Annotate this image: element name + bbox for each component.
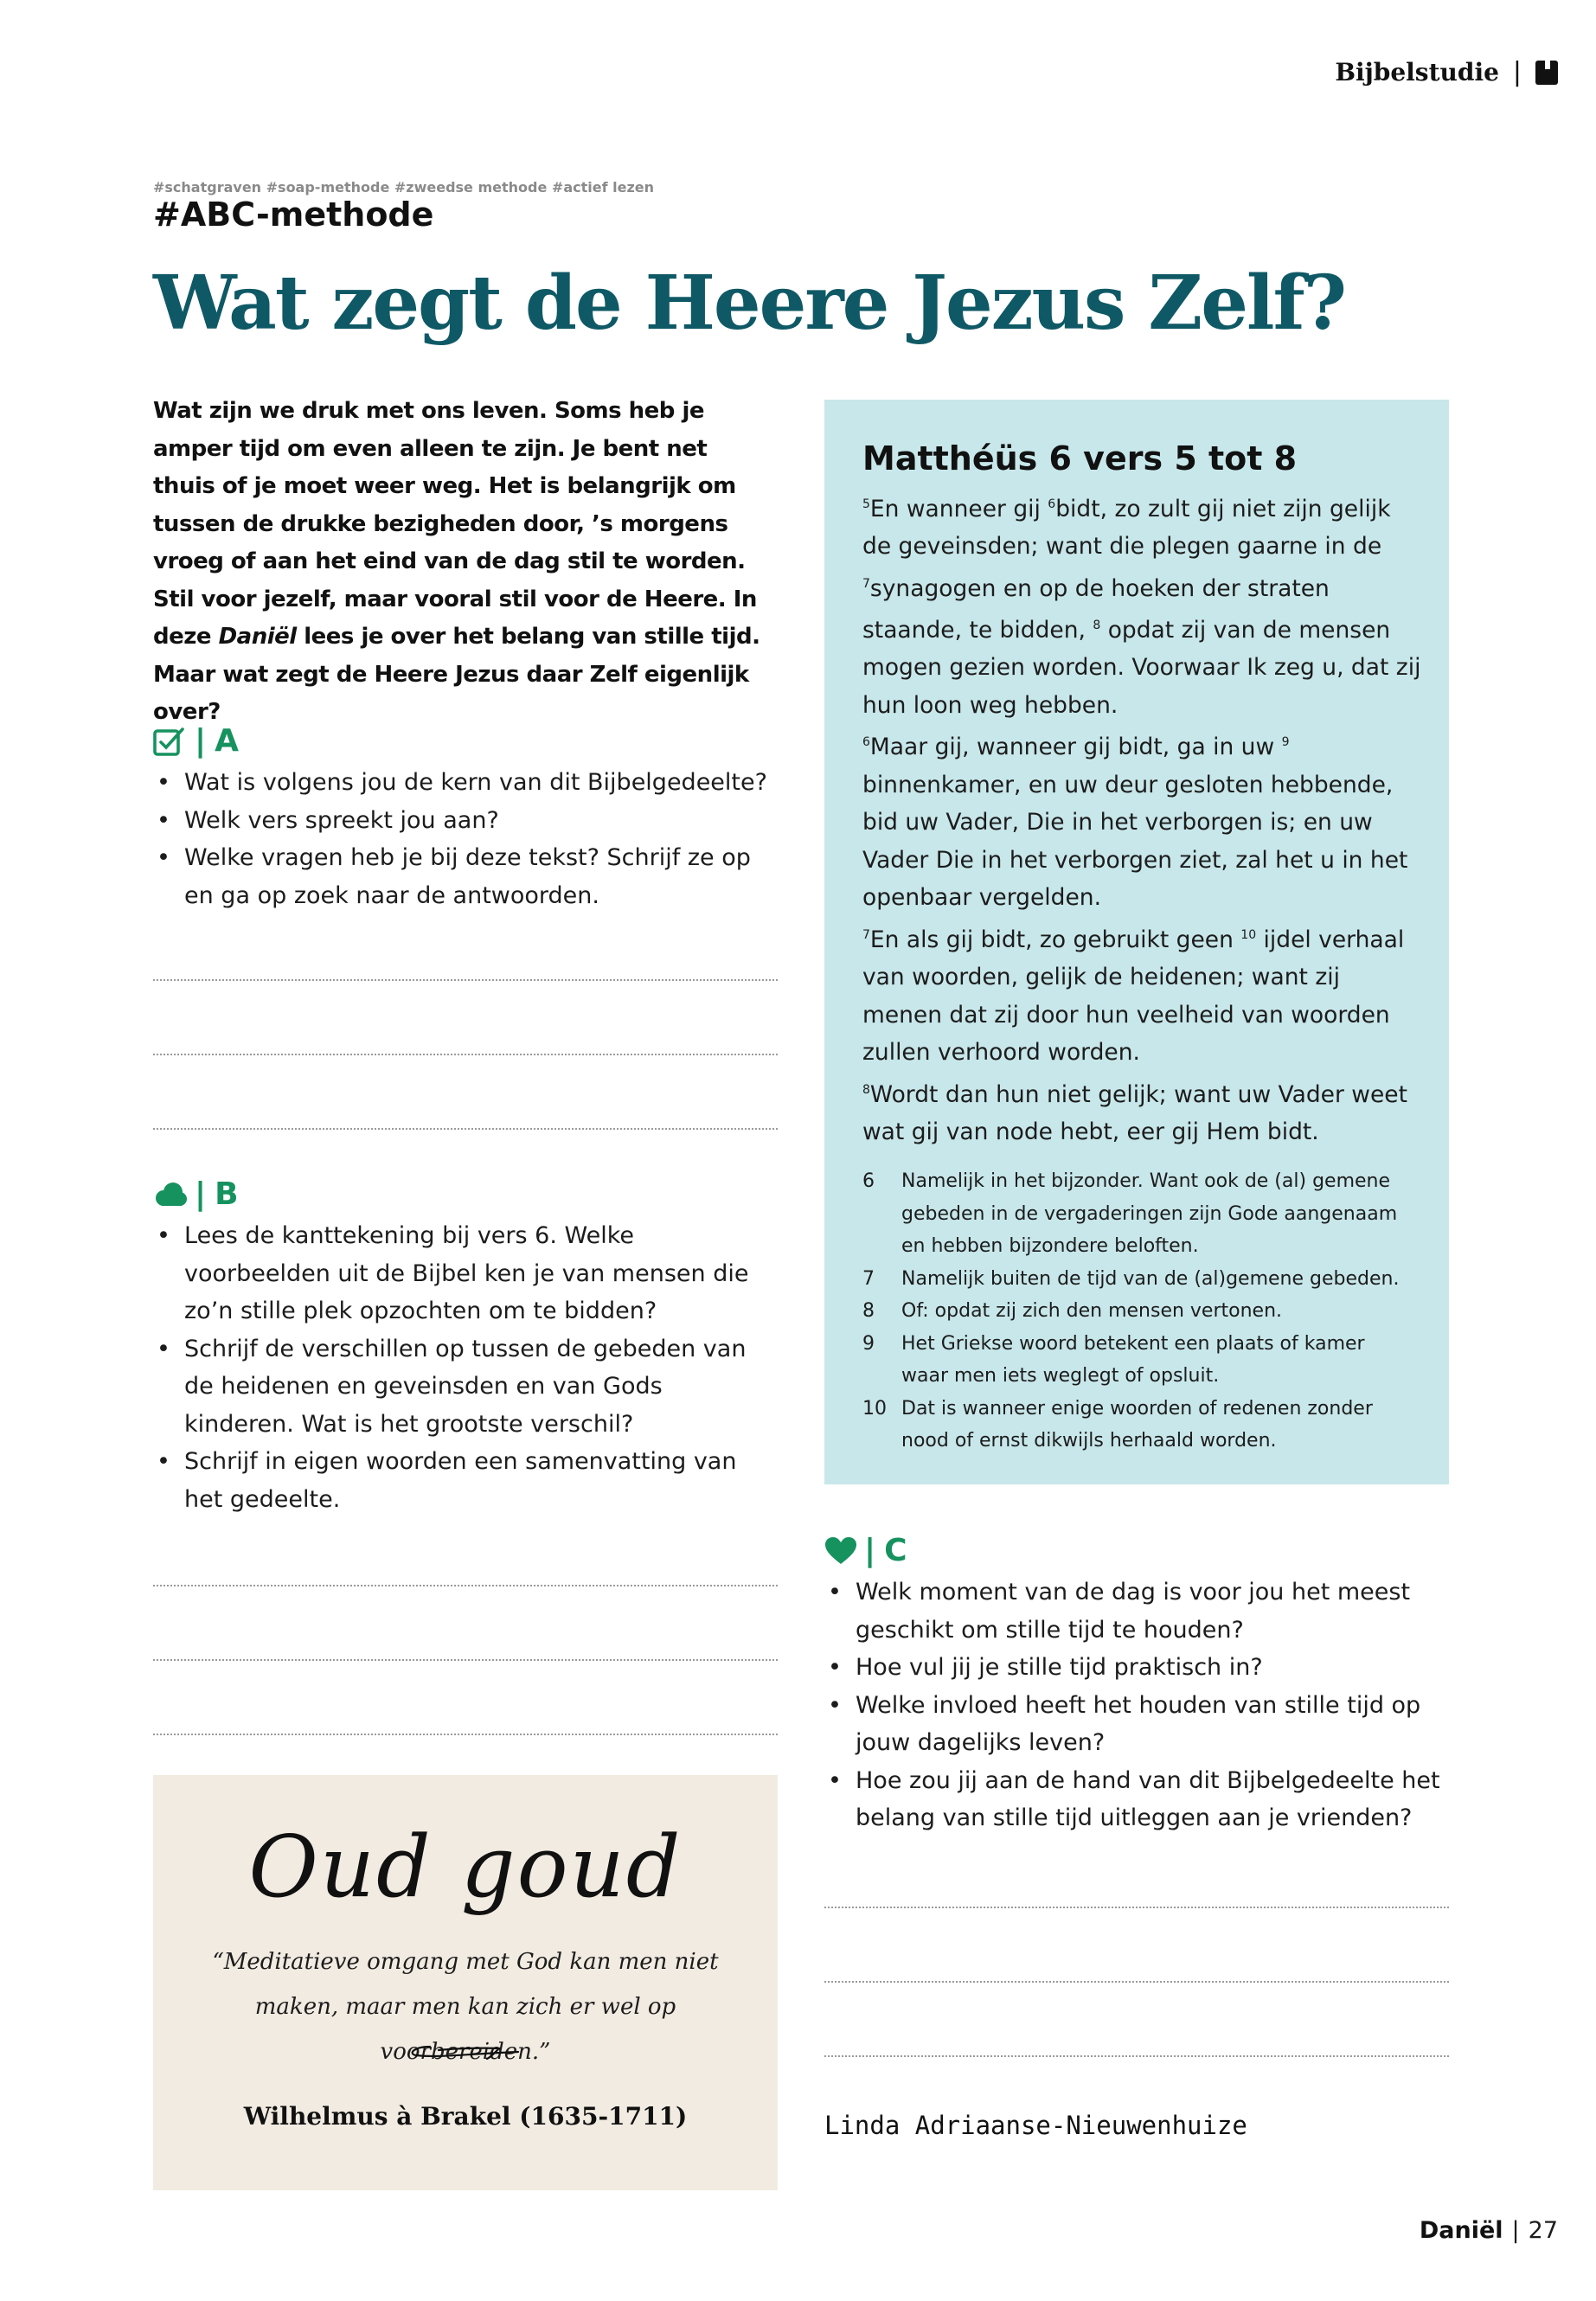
- quote-box: [153, 1775, 778, 2190]
- verse-7: [862, 917, 1425, 1072]
- verse-text: En als gij bidt, zo gebruikt geen: [869, 926, 1241, 953]
- intro-text: [153, 393, 767, 732]
- section-c-label: C: [884, 1533, 907, 1568]
- bible-passage-box: [824, 400, 1449, 1484]
- list-item: • Welk vers spreekt jou aan?: [153, 802, 776, 840]
- annotation: [862, 1295, 1416, 1328]
- annotation-number: 8: [862, 1300, 875, 1322]
- annotation-text: Of: opdat zij zich den mensen vertonen.: [901, 1300, 1283, 1322]
- intro-part-2: lees je over het belang van stille tijd. Maar wat zegt de Heere Jezus daar Zelf eigenlijk over?: [153, 624, 760, 725]
- annotation-number: 6: [862, 1170, 875, 1192]
- verse-number: 8: [862, 1082, 870, 1097]
- annotation: [862, 1393, 1416, 1458]
- verse-text: Wordt dan hun niet gelijk; want uw Vader weet wat gij van node hebt, eer gij Hem bidt.: [862, 1080, 1407, 1145]
- section-a: [153, 723, 776, 914]
- annotation-text: Namelijk buiten de tijd van de (al)gemene gebeden.: [901, 1267, 1400, 1290]
- passage-heading: Matthéüs 6 vers 5 tot 8: [862, 439, 1298, 478]
- annotation-number: 10: [862, 1397, 887, 1420]
- article-author: Linda Adriaanse-Nieuwenhuize: [824, 2111, 1247, 2140]
- section-c: [824, 1533, 1449, 1837]
- method-label: #ABC-methode: [153, 195, 434, 234]
- section-a-separator: |: [195, 723, 207, 759]
- section-b-questions: [153, 1217, 778, 1518]
- verse-6: [862, 724, 1425, 916]
- note-ref: 7: [862, 576, 870, 591]
- list-item: • Schrijf in eigen woorden een samenvatting van het gedeelte.: [153, 1443, 778, 1518]
- annotations: [862, 1165, 1416, 1458]
- list-item: • Hoe zou jij aan de hand van dit Bijbelgedeelte het belang van stille tijd uitleggen aan je vrienden?: [824, 1762, 1449, 1837]
- section-c-answer-lines: [824, 1907, 1449, 2130]
- passage-text: [862, 486, 1425, 1150]
- section-c-heading: [824, 1533, 1449, 1568]
- section-b-label: B: [215, 1176, 239, 1212]
- annotation: [862, 1328, 1416, 1393]
- answer-line[interactable]: [824, 1907, 1449, 1908]
- verse-text: bidt, zo zult gij niet zijn gelijk de geveinsden; want die plegen gaarne in de: [862, 495, 1391, 561]
- footer-separator: |: [1511, 2217, 1520, 2244]
- section-b: [153, 1176, 778, 1518]
- edit-checkbox-icon: [153, 726, 188, 757]
- quote-text: “Meditatieve omgang met God kan men niet maken, maar men kan zich er wel op voorbereiden.”: [212, 1949, 719, 2065]
- heart-icon: [824, 1536, 857, 1566]
- note-ref: 8: [1093, 619, 1101, 633]
- quote-author: Wilhelmus à Brakel (1635-1711): [243, 2102, 688, 2131]
- verse-text: opdat zij van de mensen mogen gezien worden. Voorwaar Ik zeg u, dat zij hun loon weg hebben.: [862, 616, 1421, 719]
- annotation-number: 7: [862, 1267, 875, 1290]
- running-header: [1335, 57, 1558, 87]
- annotation: [862, 1263, 1416, 1296]
- answer-line[interactable]: [153, 1659, 778, 1661]
- page-number: 27: [1528, 2217, 1558, 2244]
- verse-5: [862, 486, 1425, 724]
- answer-line[interactable]: [824, 2055, 1449, 2057]
- page-title: Wat zegt de Heere Jezus Zelf?: [153, 260, 1345, 347]
- answer-line[interactable]: [824, 1981, 1449, 1983]
- list-item: • Lees de kanttekening bij vers 6. Welke voorbeelden uit de Bijbel ken je van mensen die zo’n stille plek opzochten om te bidden?: [153, 1217, 778, 1330]
- answer-line[interactable]: [153, 1734, 778, 1735]
- section-b-separator: |: [195, 1176, 207, 1212]
- list-item: • Welke invloed heeft het houden van stille tijd op jouw dagelijks leven?: [824, 1687, 1449, 1762]
- book-icon: [1535, 61, 1558, 85]
- note-ref: 10: [1240, 927, 1257, 942]
- section-a-heading: [153, 723, 776, 759]
- verse-text: En wanneer gij: [869, 495, 1048, 522]
- section-label: Bijbelstudie: [1335, 58, 1499, 87]
- list-item: • Welk moment van de dag is voor jou het meest geschikt om stille tijd te houden?: [824, 1574, 1449, 1649]
- verse-text: binnenkamer, en uw deur gesloten hebbende, bid uw Vader, Die in het verborgen is; en uw Vader Die in het verborgen ziet, zal het u in het openbaar vergelden.: [862, 771, 1408, 912]
- annotation-text: Namelijk in het bijzonder. Want ook de (al) gemene gebeden in de vergaderingen zijn Gode aangenaam en hebben bijzondere beloften.: [901, 1170, 1398, 1257]
- answer-line[interactable]: [153, 979, 778, 981]
- section-b-heading: [153, 1176, 778, 1212]
- note-ref: 6: [1048, 497, 1056, 511]
- section-a-questions: [153, 764, 776, 914]
- magazine-name-footer: Daniël: [1419, 2217, 1503, 2244]
- list-item: • Schrijf de verschillen op tussen de gebeden van de heidenen en geveinsden en van Gods kinderen. Wat is het grootste verschil?: [153, 1330, 778, 1444]
- verse-text: ijdel verhaal van woorden, gelijk de heidenen; want zij menen dat zij door hun veelheid van woorden zullen verhoord worden.: [862, 926, 1405, 1067]
- answer-line[interactable]: [153, 1128, 778, 1130]
- note-ref: 9: [1281, 735, 1290, 750]
- verse-8: [862, 1072, 1425, 1151]
- quote-heading: Oud goud: [248, 1818, 683, 1917]
- answer-line[interactable]: [153, 1585, 778, 1586]
- list-item: • Welke vragen heb je bij deze tekst? Schrijf ze op en ga op zoek naar de antwoorden.: [153, 839, 776, 914]
- annotation-number: 9: [862, 1332, 875, 1355]
- hashtags: #schatgraven #soap-methode #zweedse methode #actief lezen: [153, 179, 654, 195]
- verse-number: 6: [862, 735, 870, 750]
- section-c-separator: |: [864, 1533, 876, 1568]
- magazine-name: Daniël: [218, 624, 297, 650]
- cloud-icon: [153, 1181, 188, 1208]
- verse-text: Maar gij, wanneer gij bidt, ga in uw: [869, 734, 1282, 761]
- verse-number: 7: [862, 927, 870, 942]
- answer-line[interactable]: [153, 1054, 778, 1055]
- list-item: • Hoe vul jij je stille tijd praktisch in?: [824, 1649, 1449, 1687]
- page-footer: [1420, 2217, 1558, 2244]
- verse-text: synagogen en op de hoeken der straten staande, te bidden,: [862, 574, 1330, 644]
- annotation-text: Het Griekse woord betekent een plaats of kamer waar men iets weglegt of opsluit.: [901, 1332, 1365, 1387]
- section-a-label: A: [215, 723, 240, 759]
- verse-number: 5: [862, 497, 870, 511]
- intro-part-1: Wat zijn we druk met ons leven. Soms heb je amper tijd om even alleen te zijn. Je bent net thuis of je moet weer weg. Het is belangrijk om tussen de drukke bezigheden door, ’s morgens vroeg of aan het eind van de dag stil te worden. Stil voor jezelf, maar vooral stil voor de Heere. In deze: [153, 398, 757, 650]
- annotation: [862, 1165, 1416, 1263]
- header-separator: |: [1512, 57, 1522, 87]
- section-a-answer-lines: [153, 979, 778, 1202]
- list-item: • Wat is volgens jou de kern van dit Bijbelgedeelte?: [153, 764, 776, 802]
- section-c-questions: [824, 1574, 1449, 1837]
- flourish-ornament: [404, 2036, 525, 2062]
- annotation-text: Dat is wanneer enige woorden of redenen zonder nood of ernst dikwijls herhaald worden.: [901, 1397, 1373, 1452]
